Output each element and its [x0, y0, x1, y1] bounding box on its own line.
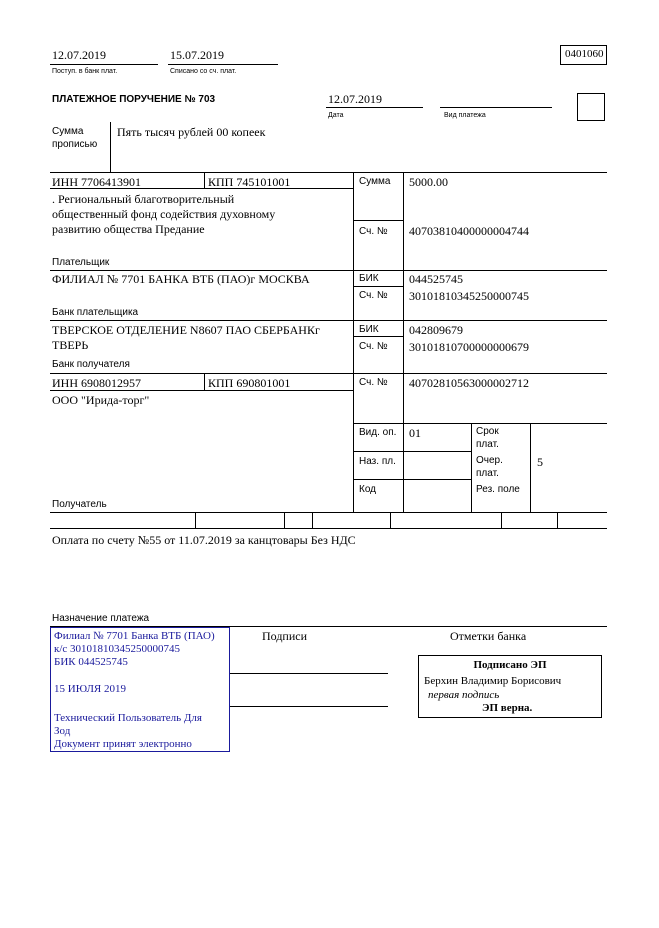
bank-stamp-line-3: БИК 044525745: [54, 656, 128, 668]
payer-bank-account-label: Сч. №: [359, 290, 388, 301]
payer-bank-name: ФИЛИАЛ № 7701 БАНКА ВТБ (ПАО)г МОСКВА: [52, 272, 310, 286]
payee-account: 40702810563000002712: [409, 376, 529, 390]
signature-line-1: [230, 673, 388, 674]
order-date-label: Дата: [328, 112, 344, 119]
payee-bank-account-label: Сч. №: [359, 341, 388, 352]
grid-vline-label-col: [353, 172, 354, 512]
page-title: ПЛАТЕЖНОЕ ПОРУЧЕНИЕ № 703: [52, 94, 216, 105]
payee-account-label: Сч. №: [359, 377, 388, 388]
esign-note: первая подпись: [428, 689, 500, 701]
grid-line-payer-bank-bottom: [50, 320, 607, 321]
payee-bank-account: 30101810700000000679: [409, 340, 529, 354]
payer-bank-account: 30101810345250000745: [409, 289, 529, 303]
grid-line-codes-top: [353, 423, 607, 424]
order-date: 12.07.2019: [328, 92, 382, 106]
amount-words-label-1: Сумма: [52, 126, 84, 137]
payer-account: 40703810400000004744: [409, 224, 529, 238]
grid-line-payer-bottom: [50, 270, 607, 271]
purpose-code-label: Наз. пл.: [359, 456, 396, 467]
bank-stamp-line-6: Зод: [54, 725, 71, 737]
payer-name-1: . Региональный благотворительный: [52, 192, 235, 206]
code-label: Код: [359, 484, 377, 495]
esign-title: Подписано ЭП: [473, 659, 547, 671]
payment-type-box: [577, 93, 605, 121]
payee-bank-name-2: ТВЕРЬ: [52, 338, 89, 352]
bank-stamp-line-1: Филиал № 7701 Банка ВТБ (ПАО): [54, 630, 215, 642]
form-code: 0401060: [560, 45, 607, 65]
purpose-label: Назначение платежа: [52, 613, 150, 624]
priority-label-2: плат.: [476, 468, 499, 479]
payer-amount-label: Сумма: [359, 176, 391, 187]
grid-vline-codes-mid: [471, 423, 472, 512]
payee-bank-name-1: ТВЕРСКОЕ ОТДЕЛЕНИЕ N8607 ПАО СБЕРБАНКг: [52, 323, 320, 337]
esign-status: ЭП верна.: [482, 702, 533, 714]
tax-row-divider-6: [557, 512, 558, 528]
tax-row-divider-4: [390, 512, 391, 528]
date-received-label: Поступ. в банк плат.: [52, 68, 118, 75]
signature-line-2: [230, 706, 388, 707]
payer-kpp: КПП 745101001: [208, 175, 291, 189]
payer-bank-bik-label: БИК: [359, 273, 379, 284]
grid-vline-payee-kpp: [204, 373, 205, 390]
reserve-label: Рез. поле: [476, 484, 520, 495]
payee-label: Получатель: [52, 499, 107, 510]
payee-name: ООО "Ирида-торг": [52, 393, 150, 407]
tax-row-divider-3: [312, 512, 313, 528]
payer-name-2: общественный фонд содействия духовному: [52, 207, 276, 221]
signatures-label: Подписи: [262, 629, 308, 643]
purpose-text: Оплата по счету №55 от 11.07.2019 за канцтовары Без НДС: [52, 533, 356, 547]
date-received-line: [50, 64, 158, 65]
date-debited-label: Списано со сч. плат.: [170, 68, 237, 75]
amount-words-divider: [110, 122, 111, 172]
payee-bank-bik: 042809679: [409, 323, 463, 337]
grid-line-payee-bottom: [50, 512, 607, 513]
bank-stamp-line-7: Документ принят электронно: [54, 738, 192, 750]
payer-inn: ИНН 7706413901: [52, 175, 141, 189]
payment-type-line: [440, 107, 552, 108]
payer-label: Плательщик: [52, 257, 110, 268]
payee-bank-bik-label: БИК: [359, 324, 379, 335]
payee-bank-label: Банк получателя: [52, 359, 130, 370]
grid-line-payee-bank-bottom: [50, 373, 607, 374]
payer-bank-bik: 044525745: [409, 272, 463, 286]
payer-bank-label: Банк плательщика: [52, 307, 139, 318]
grid-line-payer-top: [50, 172, 607, 173]
op-type-label: Вид. оп.: [359, 427, 397, 438]
payer-amount: 5000.00: [409, 175, 448, 189]
payer-name-3: развитию общества Предание: [52, 222, 205, 236]
tax-row-divider-5: [501, 512, 502, 528]
esign-signer: Берхин Владимир Борисович: [424, 675, 562, 687]
op-type: 01: [409, 426, 421, 440]
grid-line-sum-bottom: [353, 220, 403, 221]
priority-label-1: Очер.: [476, 455, 503, 466]
amount-words-label-2: прописью: [52, 139, 98, 150]
payer-account-label: Сч. №: [359, 226, 388, 237]
bank-stamp-line-4: 15 ИЮЛЯ 2019: [54, 683, 126, 695]
grid-vline-value-col: [403, 172, 404, 512]
date-received: 12.07.2019: [52, 48, 106, 62]
grid-line-bik2-bottom: [353, 336, 403, 337]
payee-kpp: КПП 690801001: [208, 376, 291, 390]
amount-words-value: Пять тысяч рублей 00 копеек: [117, 125, 266, 139]
payee-inn: ИНН 6908012957: [52, 376, 141, 390]
bank-stamp-line-2: к/с 30101810345250000745: [54, 643, 181, 655]
priority: 5: [537, 455, 543, 469]
grid-line-codes-row1: [353, 451, 471, 452]
grid-line-codes-row2: [353, 479, 471, 480]
grid-vline-codes-right: [530, 423, 531, 512]
bank-marks-label: Отметки банка: [450, 629, 527, 643]
grid-vline-payer-kpp: [204, 172, 205, 188]
grid-line-bik1-bottom: [353, 286, 403, 287]
term-label-1: Срок: [476, 426, 499, 437]
tax-row-divider-1: [195, 512, 196, 528]
date-debited: 15.07.2019: [170, 48, 224, 62]
order-date-line: [326, 107, 423, 108]
payment-type-label: Вид платежа: [444, 112, 486, 119]
bank-stamp-line-5: Технический Пользователь Для: [54, 712, 202, 724]
tax-row-divider-2: [284, 512, 285, 528]
date-debited-line: [168, 64, 278, 65]
term-label-2: плат.: [476, 439, 499, 450]
grid-line-tax-row-bottom: [50, 528, 607, 529]
